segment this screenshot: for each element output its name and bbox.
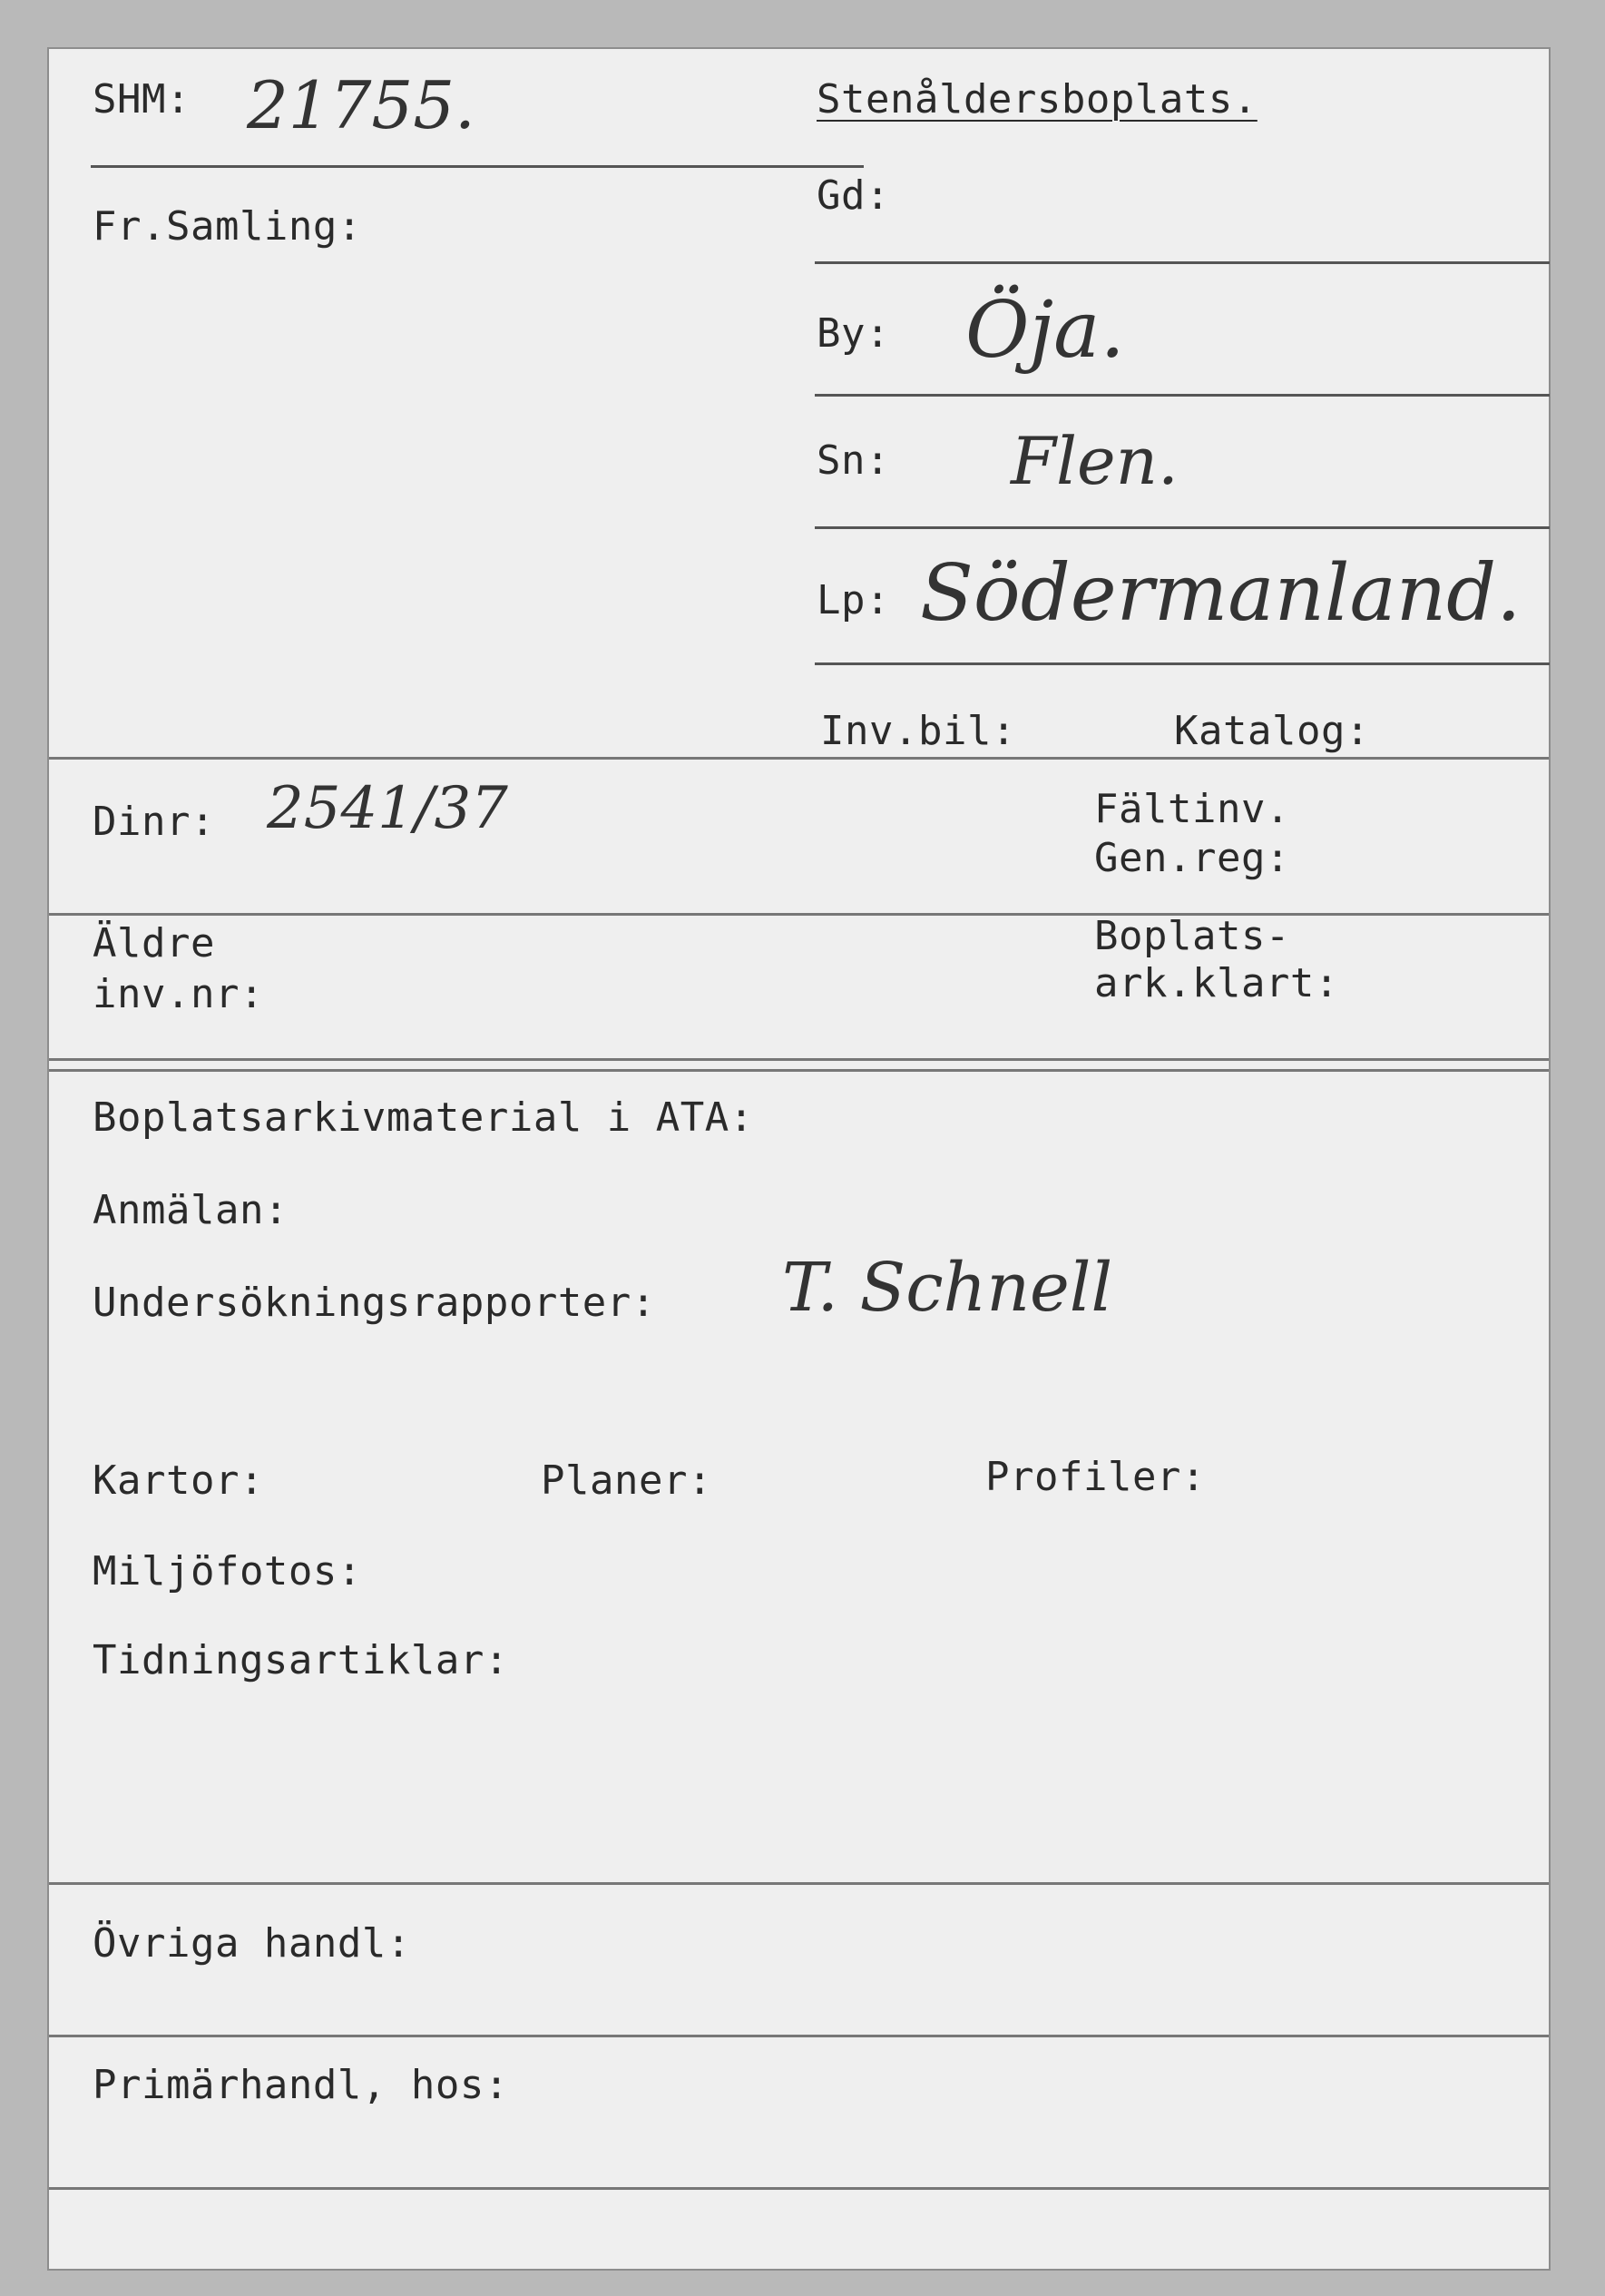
gd-label: Gd: [817,172,890,219]
section-divider-4 [49,1882,1549,1885]
section-divider-6 [49,2187,1549,2190]
tidningsartiklar-label: Tidningsartiklar: [93,1637,509,1683]
gen-reg-label: Gen.reg: [1094,835,1290,881]
lp-value: Södermanland. [920,548,1522,639]
dinr-label: Dinr: [93,799,215,845]
lp-rule [815,662,1550,665]
by-label: By: [817,310,890,357]
shm-underline [91,165,864,168]
undersokning-label: Undersökningsrapporter: [93,1280,656,1326]
planer-label: Planer: [541,1457,712,1504]
aldre-label-line1: Äldre [93,920,215,966]
aldre-label-line2: inv.nr: [93,971,264,1017]
profiler-label: Profiler: [985,1454,1206,1500]
ata-label: Boplatsarkivmaterial i ATA: [93,1094,754,1141]
section-divider-3b [49,1069,1549,1072]
index-card [47,47,1551,2271]
faltinv-label: Fältinv. [1094,786,1290,832]
undersokning-value: T. Schnell [782,1249,1113,1327]
section-divider-1 [49,757,1549,760]
fr-samling-label: Fr.Samling: [93,203,362,250]
shm-label: SHM: [93,76,191,123]
dinr-value: 2541/37 [267,775,508,842]
shm-number: 21755. [247,67,475,143]
boplats-label-line1: Boplats- [1094,913,1290,959]
primar-label: Primärhandl, hos: [93,2062,509,2108]
sn-rule [815,526,1550,529]
section-divider-2 [49,913,1549,916]
sn-label: Sn: [817,437,890,484]
by-rule [815,394,1550,397]
lp-label: Lp: [817,577,890,623]
category-heading: Stenåldersboplats. [817,76,1258,123]
gd-rule [815,261,1550,264]
sn-value: Flen. [1011,423,1179,499]
section-divider-5 [49,2035,1549,2037]
katalog-label: Katalog: [1174,708,1370,754]
anmalan-label: Anmälan: [93,1187,289,1233]
kartor-label: Kartor: [93,1457,264,1504]
by-value: Öja. [965,285,1125,376]
inv-bil-label: Inv.bil: [820,708,1016,754]
section-divider-3a [49,1058,1549,1061]
ovriga-label: Övriga handl: [93,1920,411,1967]
boplats-label-line2: ark.klart: [1094,960,1339,1006]
miljofotos-label: Miljöfotos: [93,1548,362,1594]
